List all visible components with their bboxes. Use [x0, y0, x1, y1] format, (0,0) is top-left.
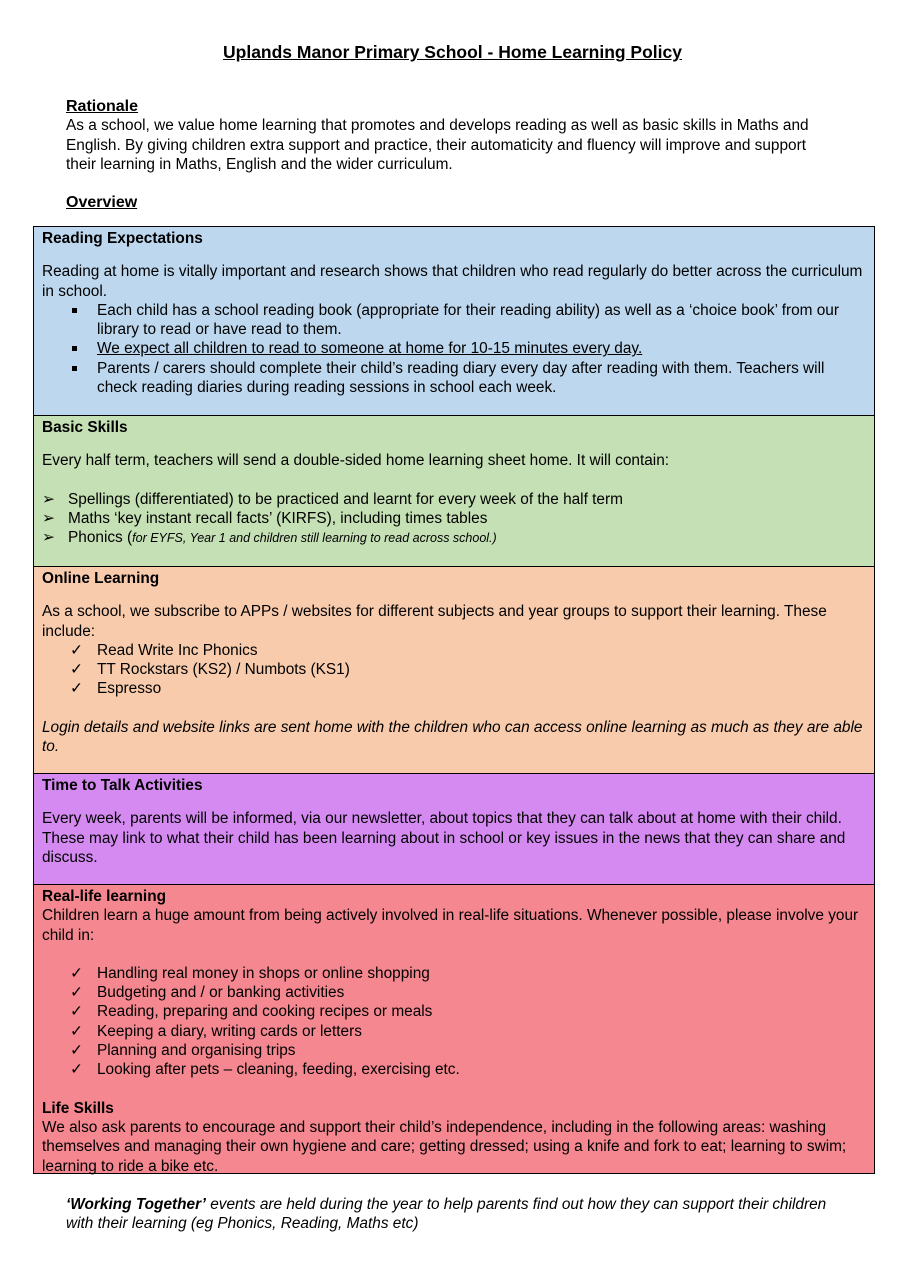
basic-skills-cell: [34, 415, 874, 566]
rationale-section: [66, 97, 826, 174]
list-item: ✓ Handling real money in shops or online shopping: [70, 964, 430, 982]
checkmark-icon: ✓: [70, 1022, 83, 1040]
arrow-bullet-icon: ➢: [42, 529, 55, 547]
phonics-note: for EYFS, Year 1 and children still learning to read across school.): [132, 531, 497, 546]
list-item: ✓ Reading, preparing and cooking recipes or meals: [70, 1003, 433, 1021]
online-intro: As a school, we subscribe to APPs / websites for different subjects and year groups to support their learning. These include:: [42, 603, 827, 640]
list-item: ✓ Planning and organising trips: [70, 1042, 296, 1060]
reading-intro: Reading at home is vitally important and research shows that children who read regularly do better across the curriculum in school.: [42, 263, 863, 300]
online-heading: Online Learning: [42, 570, 160, 587]
life-skills-heading: Life Skills: [42, 1099, 114, 1117]
reading-expectations-cell: [34, 227, 874, 415]
arrow-bullet-icon: ➢: [42, 490, 55, 508]
list-item: Each child has a school reading book (appropriate for their reading ability) as well as a ‘choice book’ from our library to read or have read to them.: [42, 301, 866, 340]
online-note: Login details and website links are sent home with the children who can access online learning as much as they are able to.: [42, 718, 863, 756]
list-item: ✓ Looking after pets – cleaning, feeding, exercising etc.: [70, 1061, 460, 1079]
list-item: ✓ Espresso: [70, 680, 162, 698]
checkmark-icon: ✓: [70, 1003, 83, 1021]
list-item: Parents / carers should complete their child’s reading diary every day after reading with them. Teachers will check reading diaries during reading sessions in school each week.: [42, 359, 866, 398]
basic-heading: Basic Skills: [42, 419, 128, 436]
list-item: ➢ Maths ‘key instant recall facts’ (KIRFS), including times tables: [42, 509, 488, 527]
basic-intro: Every half term, teachers will send a double-sided home learning sheet home. It will contain:: [42, 452, 670, 470]
arrow-bullet-icon: ➢: [42, 509, 55, 527]
page-title: Uplands Manor Primary School - Home Learning Policy: [223, 42, 682, 62]
reading-heading: Reading Expectations: [42, 230, 203, 247]
life-skills-text: We also ask parents to encourage and support their child’s independence, including in the following areas: washing themselves and managing their own hygiene and care; getting dressed; using a knife and fork to eat; learning to swim; learning to ride a bike etc.: [42, 1118, 847, 1175]
list-item: ➢ Spellings (differentiated) to be practiced and learnt for every week of the half term: [42, 490, 623, 508]
checkmark-icon: ✓: [70, 984, 83, 1002]
checkmark-icon: ✓: [70, 661, 83, 679]
real-life-learning-cell: [34, 884, 874, 1173]
rationale-heading: Rationale: [66, 98, 139, 115]
footer-text: events are held during the year to help parents find out how they can support their children with their learning (eg Phonics, Reading, Maths etc): [66, 1196, 827, 1233]
list-item: ➢ Phonics (for EYFS, Year 1 and children still learning to read across school.): [42, 529, 497, 547]
online-items: [42, 641, 866, 699]
basic-bullets: [42, 490, 866, 549]
footer-bold: ‘Working Together’: [66, 1196, 206, 1213]
footer-note: [66, 1195, 856, 1234]
online-learning-cell: [34, 566, 874, 773]
checkmark-icon: ✓: [70, 964, 83, 982]
checkmark-icon: ✓: [70, 1061, 83, 1079]
overview-heading: Overview: [66, 194, 138, 211]
reallife-intro: Children learn a huge amount from being actively involved in real-life situations. Whenever possible, please involve your child in:: [42, 907, 859, 944]
list-item: ✓ Keeping a diary, writing cards or letters: [70, 1022, 362, 1040]
checkmark-icon: ✓: [70, 680, 83, 698]
overview-table: [33, 226, 875, 1174]
checkmark-icon: ✓: [70, 641, 83, 659]
list-item: ✓ Read Write Inc Phonics: [70, 641, 258, 659]
rationale-text: As a school, we value home learning that promotes and develops reading as well as basic skills in Maths and English. By giving children extra support and practice, their automaticity and fluency will improve and support their learning in Maths, English and the wider curriculum.: [66, 117, 809, 173]
reallife-heading: Real-life learning: [42, 888, 167, 905]
reading-bullets: [42, 301, 866, 397]
time-to-talk-cell: [34, 773, 874, 884]
checkmark-icon: ✓: [70, 1042, 83, 1060]
talk-heading: Time to Talk Activities: [42, 777, 203, 794]
list-item: We expect all children to read to someone at home for 10-15 minutes every day.: [42, 339, 866, 358]
list-item: ✓ Budgeting and / or banking activities: [70, 984, 345, 1002]
reallife-items: [42, 964, 866, 1080]
list-item: ✓ TT Rockstars (KS2) / Numbots (KS1): [70, 661, 350, 679]
talk-text: Every week, parents will be informed, via our newsletter, about topics that they can talk about at home with their child. These may link to what their child has been learning about in school or key issues in the news that they can share and discuss.: [42, 810, 846, 866]
